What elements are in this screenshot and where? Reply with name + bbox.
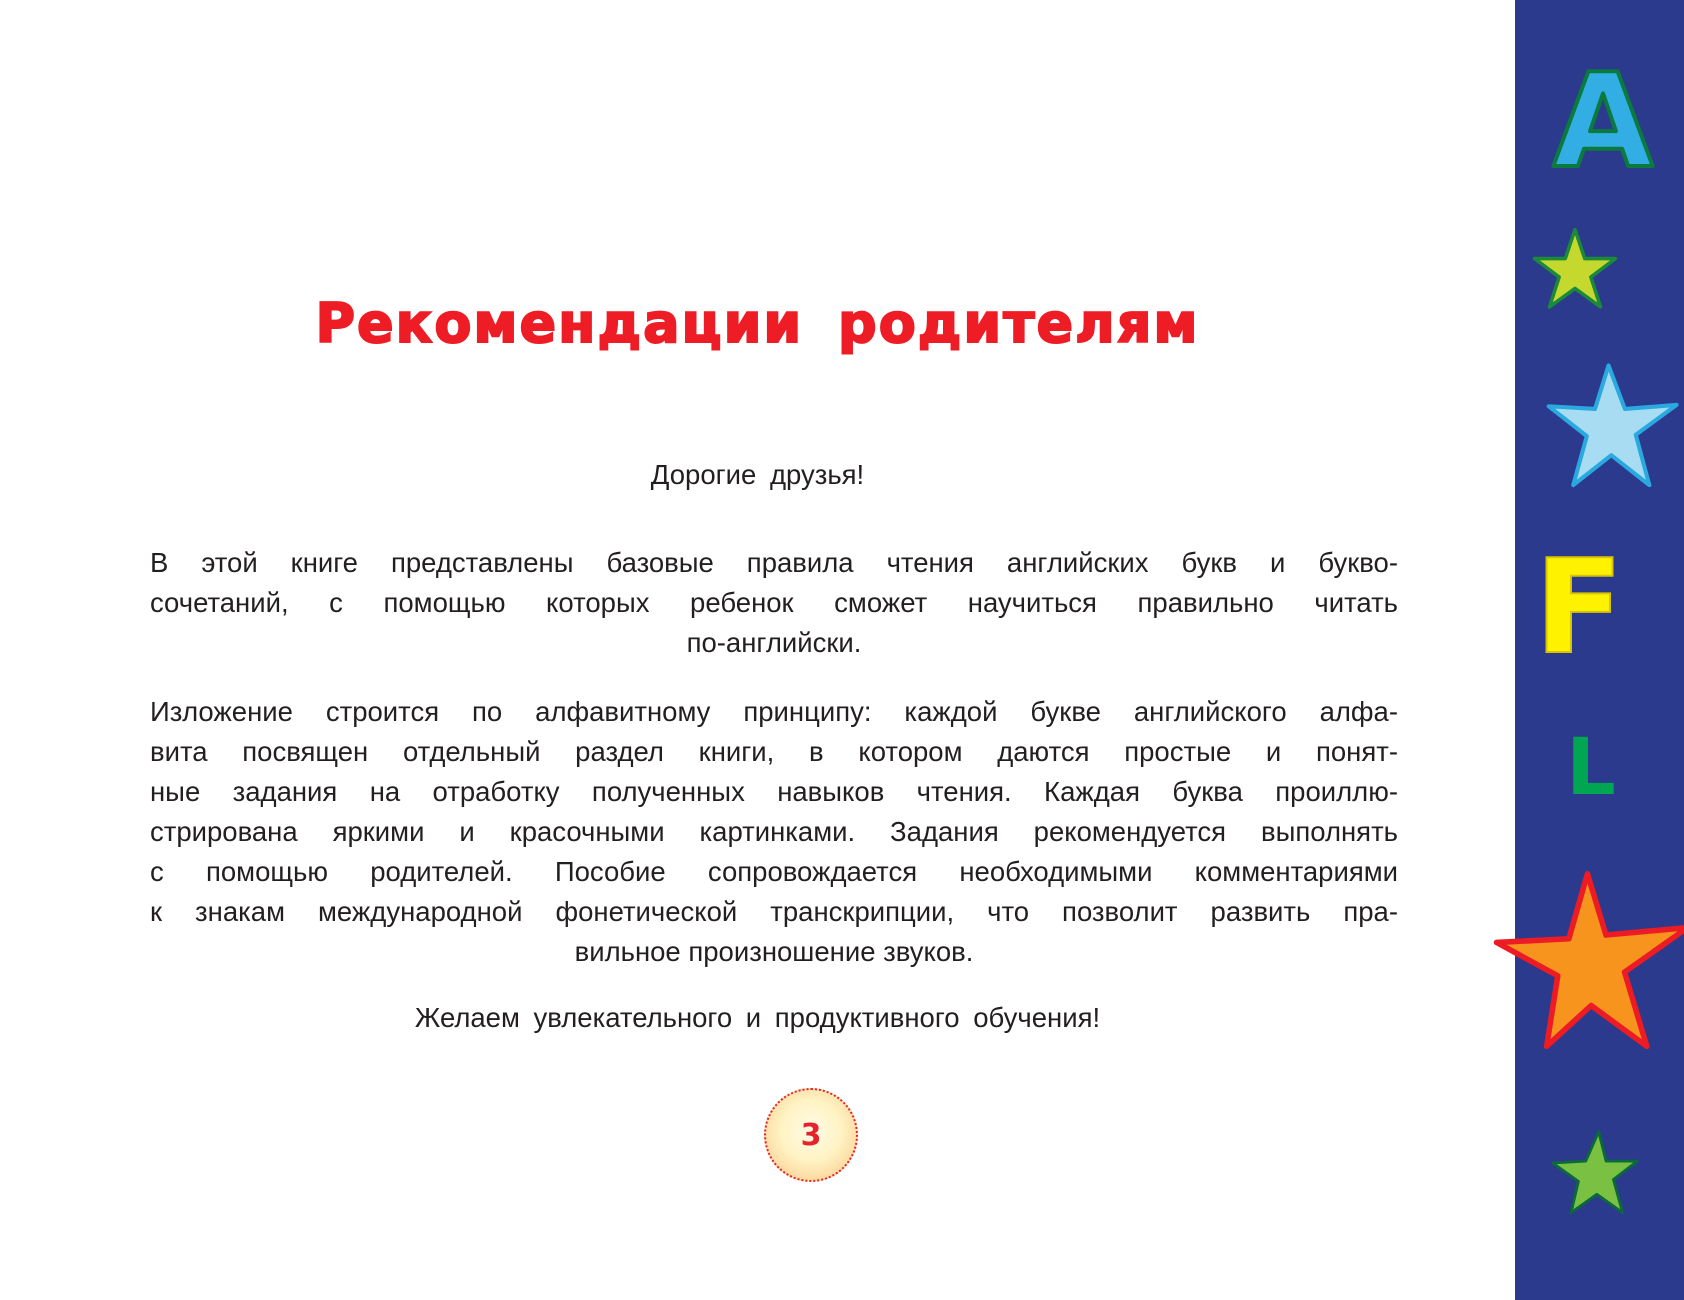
paragraph-line: вита посвящен отдельный раздел книги, в котором даются простые и понят- bbox=[150, 736, 1398, 767]
page-number-badge bbox=[764, 1088, 858, 1182]
paragraph-line: сочетаний, с помощью которых ребенок сможет научиться правильно читать bbox=[150, 587, 1398, 618]
letter-a-glyph: A bbox=[1552, 58, 1654, 178]
letter-f-glyph: F bbox=[1534, 540, 1624, 660]
paragraph-line: стрирована яркими и красочными картинками. Задания рекомендуется выполнять bbox=[150, 816, 1398, 847]
letter-a-icon bbox=[1543, 58, 1663, 178]
greeting: Дорогие друзья! bbox=[650, 459, 865, 490]
page-title: Рекомендации родителям bbox=[315, 292, 1200, 355]
paragraph-structure bbox=[150, 692, 1398, 972]
star-icon bbox=[1529, 226, 1621, 314]
letter-l-glyph: L bbox=[1566, 728, 1616, 800]
letter-f-icon bbox=[1531, 540, 1631, 660]
letter-l-icon bbox=[1565, 728, 1625, 800]
star-icon bbox=[1491, 868, 1684, 1054]
star-icon bbox=[1543, 360, 1684, 496]
paragraph-line: ные задания на отработку полученных навыков чтения. Каждая буква проиллю- bbox=[150, 776, 1398, 807]
decorative-sidebar bbox=[1515, 0, 1684, 1300]
paragraph-line: вильное произношение звуков. bbox=[574, 936, 974, 967]
closing-line: Желаем увлекательного и продуктивного обучения! bbox=[414, 1002, 1101, 1033]
paragraph-line: с помощью родителей. Пособие сопровождается необходимыми комментариями bbox=[150, 856, 1398, 887]
paragraph-line: Изложение строится по алфавитному принципу: каждой букве английского алфа- bbox=[150, 696, 1398, 727]
paragraph-line: к знакам международной фонетической транскрипции, что позволит развить пра- bbox=[150, 896, 1398, 927]
star-icon bbox=[1547, 1128, 1643, 1220]
paragraph-intro bbox=[150, 543, 1398, 663]
paragraph-line: по-английски. bbox=[686, 627, 862, 658]
paragraph-line: В этой книге представлены базовые правила чтения английских букв и букво- bbox=[150, 547, 1398, 578]
page-number: 3 bbox=[800, 1117, 822, 1153]
